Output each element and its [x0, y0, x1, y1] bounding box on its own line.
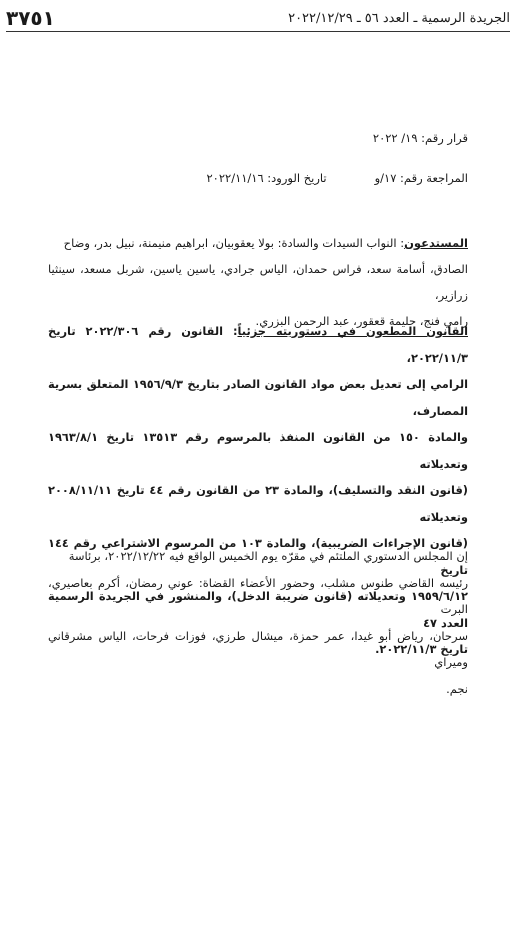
plaintiffs-line: الصادق، أسامة سعد، فراس حمدان، الياس جرادي، ياسين ياسين، شربل مسعد، سينثيا زرازير،: [48, 262, 468, 302]
gazette-title: الجريدة الرسمية ـ العدد ٥٦ ـ ٢٠٢٢/١٢/٢٩: [288, 10, 510, 26]
challenged-law-line: (قانون الإجراءات الضريبية)، والمادة ١٠٣ من المرسوم الاشتراعي رقم ١٤٤ تاريخ: [48, 536, 468, 577]
challenged-law-line: ١٩٥٩/٦/١٢ وتعديلاته (قانون ضريبة الدخل)، والمنشور في الجريدة الرسمية العدد ٤٧: [48, 589, 468, 630]
plaintiffs-line: رامي فنج، حليمة قعقور، عبد الرحمن البزري.: [255, 314, 468, 328]
challenged-law-line: والمادة ١٥٠ من القانون المنفذ بالمرسوم رقم ١٣٥١٣ تاريخ ١٩٦٣/٨/١ وتعديلاته: [48, 430, 468, 471]
council-line: نجم.: [446, 681, 468, 696]
council-line: إن المجلس الدستوري الملتئم في مقرّه يوم الخميس الواقع فيه ٢٠٢٢/١٢/٢٢، برئاسة: [68, 549, 468, 563]
reference-row: [48, 165, 468, 191]
challenged-law-line: القانون المطعون في دستوريته جزئياً: القانون رقم ٢٠٢٢/٣٠٦ تاريخ ٢٠٢٢/١١/٣،: [48, 324, 468, 365]
council-paragraph: [48, 543, 468, 702]
council-line: رئيسه القاضي طنوس مشلب، وحضور الأعضاء القضاة: عوني رمضان، أكرم بعاصيري، البرت: [48, 575, 468, 616]
decision-number: قرار رقم: ١٩/ ٢٠٢٢: [372, 131, 468, 145]
page-header: [6, 6, 510, 30]
header-divider: [6, 31, 510, 32]
challenged-law-line: (قانون النقد والتسليف)، والمادة ٢٣ من القانون رقم ٤٤ تاريخ ٢٠٠٨/١١/١١ وتعديلاته: [48, 483, 468, 524]
plaintiffs-label: المستدعون: [404, 236, 468, 250]
council-line: سرحان، رياض أبو غيدا، عمر حمزة، ميشال طرزي، فوزات فرحات، الياس مشرقاني وميراي: [48, 628, 468, 669]
plaintiffs-line: المستدعون: النواب السيدات والسادة: بولا يعقوبيان، ابراهيم منيمنة، نبيل بدر، وضاح: [63, 236, 468, 250]
challenged-law-label: القانون المطعون في دستوريته جزئياً: [237, 324, 468, 338]
page-number: ٣٧٥١: [6, 6, 55, 30]
arrival-date: تاريخ الورود: ٢٠٢٢/١١/١٦: [206, 171, 327, 185]
challenged-law-line: تاريخ ٢٠٢٢/١١/٣.: [375, 642, 468, 656]
challenged-law-line: الرامي إلى تعديل بعض مواد القانون الصادر بتاريخ ١٩٥٦/٩/٣ المتعلق بسرية المصارف،: [48, 377, 468, 418]
review-number: المراجعة رقم: ١٧/و: [374, 171, 468, 185]
